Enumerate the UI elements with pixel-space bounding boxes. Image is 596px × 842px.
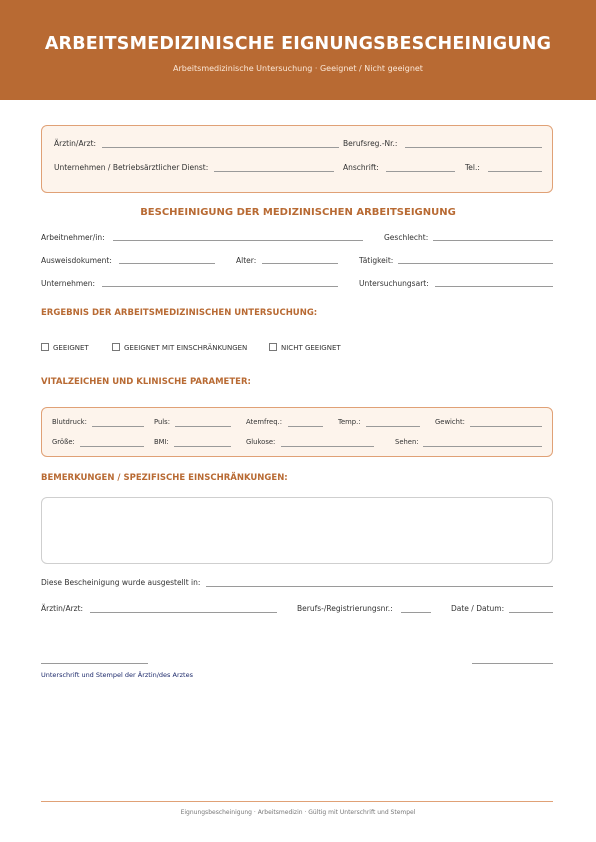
height-label: Größe: — [52, 438, 75, 446]
blood-pressure-field[interactable] — [92, 426, 144, 427]
weight-field[interactable] — [470, 426, 542, 427]
company-field[interactable] — [102, 286, 338, 287]
company-service-label: Unternehmen / Betriebsärztlicher Dienst: — [54, 163, 209, 172]
temp-field[interactable] — [366, 426, 420, 427]
checkbox-suitable-restricted-label: GEEIGNET MIT EINSCHRÄNKUNGEN — [124, 344, 248, 352]
checkbox-suitable-restricted[interactable] — [112, 343, 120, 351]
checkbox-not-suitable[interactable] — [269, 343, 277, 351]
date-label: Date / Datum: — [451, 604, 505, 613]
activity-field[interactable] — [398, 263, 553, 264]
bmi-label: BMI: — [154, 438, 169, 446]
height-field[interactable] — [80, 446, 144, 447]
checkbox-not-suitable-label: NICHT GEEIGNET — [281, 344, 341, 352]
signature-caption: Unterschrift und Stempel der Ärztin/des Arztes — [41, 671, 193, 679]
physician-field[interactable] — [102, 147, 339, 148]
footer-text: Eignungsbescheinigung · Arbeitsmedizin · Gültig mit Unterschrift und Stempel — [180, 809, 416, 816]
signature-line[interactable] — [41, 663, 148, 664]
gender-field[interactable] — [433, 240, 553, 241]
registry-field[interactable] — [405, 147, 542, 148]
id-document-label: Ausweisdokument: — [41, 256, 112, 265]
issued-in-label: Diese Bescheinigung wurde ausgestellt in: — [41, 578, 201, 587]
document-subtitle: Arbeitsmedizinische Untersuchung · Geeignet / Nicht geeignet — [173, 64, 423, 73]
glucose-field[interactable] — [281, 446, 374, 447]
vision-field[interactable] — [423, 446, 542, 447]
phone-field[interactable] — [488, 171, 542, 172]
registration-label: Berufs-/Registrierungsnr.: — [297, 604, 393, 613]
registry-label: Berufsreg.-Nr.: — [343, 139, 398, 148]
temp-label: Temp.: — [338, 418, 361, 426]
age-label: Alter: — [236, 256, 257, 265]
issuing-physician-field[interactable] — [90, 612, 277, 613]
glucose-label: Glukose: — [246, 438, 276, 446]
pulse-field[interactable] — [175, 426, 231, 427]
weight-label: Gewicht: — [435, 418, 465, 426]
age-field[interactable] — [262, 263, 338, 264]
address-label: Anschrift: — [343, 163, 379, 172]
company-label: Unternehmen: — [41, 279, 96, 288]
date-field[interactable] — [509, 612, 553, 613]
certificate-title: BESCHEINIGUNG DER MEDIZINISCHEN ARBEITSEIGNUNG — [140, 207, 456, 218]
issuing-physician-label: Ärztin/Arzt: — [41, 604, 84, 613]
document-title: ARBEITSMEDIZINISCHE EIGNUNGSBESCHEINIGUNG — [44, 34, 552, 54]
resp-rate-field[interactable] — [288, 426, 323, 427]
physician-label: Ärztin/Arzt: — [54, 139, 97, 148]
checkbox-suitable[interactable] — [41, 343, 49, 351]
stamp-line[interactable] — [472, 663, 553, 664]
address-field[interactable] — [386, 171, 455, 172]
phone-label: Tel.: — [465, 163, 480, 172]
page-header — [0, 0, 596, 100]
blood-pressure-label: Blutdruck: — [52, 418, 87, 426]
bmi-field[interactable] — [174, 446, 231, 447]
id-document-field[interactable] — [119, 263, 215, 264]
company-service-field[interactable] — [214, 171, 334, 172]
vitals-section-title: VITALZEICHEN UND KLINISCHE PARAMETER: — [41, 377, 251, 387]
vitals-box — [41, 407, 553, 457]
pulse-label: Puls: — [154, 418, 171, 426]
physician-info-box — [41, 125, 553, 193]
vision-label: Sehen: — [395, 438, 419, 446]
checkbox-suitable-label: GEEIGNET — [53, 344, 89, 352]
registration-field[interactable] — [401, 612, 431, 613]
gender-label: Geschlecht: — [384, 233, 429, 242]
employee-field[interactable] — [113, 240, 363, 241]
issued-in-field[interactable] — [206, 586, 553, 587]
employee-label: Arbeitnehmer/in: — [41, 233, 105, 242]
footer-divider — [41, 801, 553, 802]
remarks-section-title: BEMERKUNGEN / SPEZIFISCHE EINSCHRÄNKUNGEN: — [41, 473, 288, 483]
exam-type-label: Untersuchungsart: — [359, 279, 429, 288]
resp-rate-label: Atemfreq.: — [246, 418, 282, 426]
remarks-textarea[interactable] — [41, 497, 553, 564]
result-section-title: ERGEBNIS DER ARBEITSMEDIZINISCHEN UNTERSUCHUNG: — [41, 308, 318, 318]
exam-type-field[interactable] — [435, 286, 553, 287]
activity-label: Tätigkeit: — [359, 256, 394, 265]
